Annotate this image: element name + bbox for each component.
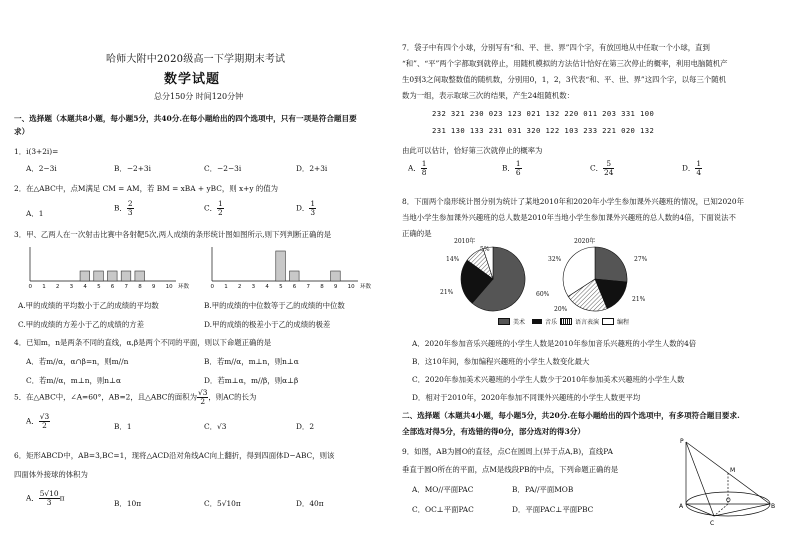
pie-2010-label-21: 21% bbox=[440, 289, 454, 296]
q5-option-c[interactable]: C．√3 bbox=[204, 422, 227, 431]
tick-label: 5 bbox=[279, 284, 283, 290]
bar bbox=[331, 271, 341, 281]
section1-heading-2: 求） bbox=[14, 127, 30, 136]
q7-random-row-1: 232 321 230 023 123 021 132 220 011 203 331 100 bbox=[432, 109, 655, 118]
tick-label: 10 bbox=[165, 284, 173, 290]
q4-option-a[interactable]: A．若m//α，α∩β=n，则m//n bbox=[26, 357, 129, 366]
pie-2010-title: 2010年 bbox=[454, 238, 476, 245]
q5-stem: 5．在△ABC中，∠A=60°，AB=2，且△ABC的面积为 $\frac{√3}{2}$ ，则AC的长为 bbox=[14, 388, 257, 407]
bar bbox=[276, 251, 286, 281]
q3-bar-chart-jia bbox=[24, 243, 194, 295]
q6-option-a[interactable]: A． $\frac{5√10}{3}$ π bbox=[26, 489, 65, 508]
tick-label: 5 bbox=[97, 284, 101, 290]
q2-option-d[interactable]: D． $\frac{1}{3}$ bbox=[296, 199, 316, 218]
label-a: A bbox=[679, 503, 684, 510]
q2-option-c[interactable]: C． $\frac{1}{2}$ bbox=[204, 199, 223, 218]
q7-random-row-2: 231 130 133 231 031 320 122 103 233 221 020 132 bbox=[432, 126, 655, 135]
bar bbox=[80, 271, 90, 281]
q8-option-b[interactable]: B．这10年间，参加编程兴趣班的小学生人数变化最大 bbox=[412, 357, 590, 366]
q7-option-a[interactable]: A． $\frac{1}{8}$ bbox=[408, 159, 427, 178]
q9-option-a[interactable]: A．MO//平面PAC bbox=[412, 485, 474, 494]
q4-stem: 4．已知m，n是两条不同的直线，α,β是两个不同的平面，则以下命题正确的是 bbox=[14, 338, 272, 347]
pie-chart-2020 bbox=[560, 244, 630, 314]
tick-label: 6 bbox=[110, 284, 115, 290]
pie-2010-label-60: 60% bbox=[536, 291, 550, 298]
q4-option-b[interactable]: B．若m//α，m⊥n，则n⊥α bbox=[204, 357, 299, 366]
pie-2020-slice-art bbox=[595, 247, 627, 282]
q9-option-d[interactable]: D．平面PAC⊥平面PBC bbox=[512, 505, 594, 514]
q7-line-3: 生0到3之间取整数值的随机数，分别用0，1，2，3代表“和、平、世、界”这四个字，以每三个随机 bbox=[402, 75, 727, 84]
pie-2010-label-5: 5% bbox=[480, 246, 490, 253]
tick-label: 0 bbox=[210, 284, 214, 290]
label-m: M bbox=[730, 467, 736, 474]
tick-label: 8 bbox=[138, 284, 142, 290]
bar bbox=[107, 271, 117, 281]
label-c: C bbox=[710, 520, 715, 527]
section1-heading: 一、选择题（本题共8小题，每小题5分，共40分.在每小题给出的四个选项中，只有一项是符合题目要 bbox=[14, 114, 357, 123]
tick-label: 1 bbox=[42, 284, 46, 290]
tick-label: 0 bbox=[28, 284, 32, 290]
pie-2020-title: 2020年 bbox=[574, 238, 596, 245]
pie-2010-label-14: 14% bbox=[446, 256, 460, 263]
tick-label: 8 bbox=[320, 284, 324, 290]
tick-label: 6 bbox=[292, 284, 297, 290]
tick-label: 2 bbox=[237, 284, 242, 290]
tick-label: 10 bbox=[347, 284, 355, 290]
q9-option-c[interactable]: C．OC⊥平面PAC bbox=[412, 505, 474, 514]
q8-line-3: 正确的是 bbox=[402, 229, 432, 238]
q7-option-c[interactable]: C． $\frac{5}{24}$ bbox=[590, 159, 614, 178]
q5-option-b[interactable]: B．1 bbox=[114, 422, 132, 431]
bar bbox=[135, 271, 145, 281]
tick-label: 7 bbox=[306, 284, 310, 290]
q2-stem: 2．在△ABC中，点M满足 CM = AM，若 BM = xBA + yBC，则 x+y 的值为 bbox=[14, 184, 279, 193]
legend-swatch-art bbox=[498, 318, 510, 325]
q6-option-c[interactable]: C．5√10π bbox=[204, 499, 241, 508]
tick-label: 7 bbox=[124, 284, 128, 290]
legend-swatch-music bbox=[532, 319, 542, 324]
q3-option-b[interactable]: B.甲的成绩的中位数等于乙的成绩的中位数 bbox=[204, 301, 345, 310]
segment-pc bbox=[686, 442, 714, 516]
q4-option-d[interactable]: D．若m⊥α，m//β，则α⊥β bbox=[204, 376, 299, 385]
x-axis-label: 环数 bbox=[178, 284, 190, 290]
q1-option-d[interactable]: D．2+3i bbox=[296, 164, 328, 173]
exam-meta: 总分150分 时间120分钟 bbox=[154, 92, 244, 101]
x-axis-label: 环数 bbox=[360, 284, 372, 290]
q7-line-2: “和”、“平”两个字都取到就停止，用随机模拟的方法估计恰好在第三次停止的概率，利用电脑随机产 bbox=[402, 59, 728, 68]
q5-option-d[interactable]: D．2 bbox=[296, 422, 315, 431]
q1-option-b[interactable]: B．−2+3i bbox=[114, 164, 151, 173]
tick-label: 2 bbox=[55, 284, 60, 290]
tick-label: 1 bbox=[224, 284, 228, 290]
q9-line-2: 垂直于圆O所在的平面，点M是线段PB的中点，下列命题正确的是 bbox=[402, 465, 619, 474]
q8-line-2: 当地小学生参加课外兴趣班的总人数是2010年当地小学生参加课外兴趣班的总人数的4倍，下面说法不 bbox=[402, 213, 736, 222]
q7-line-1: 7．袋子中有四个小球，分别写有“和、平、世、界”四个字，有放回地从中任取一个小球，直到 bbox=[402, 43, 710, 52]
q1-option-c[interactable]: C．−2−3i bbox=[204, 164, 242, 173]
exam-title: 哈师大附中2020级高一下学期期末考试 bbox=[106, 54, 286, 65]
q7-line-4: 数为一组，表示取球三次的结果，产生24组随机数： bbox=[402, 91, 575, 100]
segment-cb bbox=[714, 504, 770, 516]
pie-legend: 美术 音乐 语言表演 编程 bbox=[498, 317, 629, 326]
bar bbox=[94, 271, 104, 281]
q1-option-a[interactable]: A．2−3i bbox=[26, 164, 57, 173]
q5-option-a[interactable]: A． $\frac{√3}{2}$ bbox=[26, 412, 50, 431]
tick-label: 9 bbox=[333, 284, 338, 290]
pie-2020-label-21: 21% bbox=[632, 296, 646, 303]
q9-geometry-figure bbox=[678, 436, 778, 528]
label-p: P bbox=[680, 438, 684, 445]
section2-heading-2: 全部选对得5分，有选错的得0分，部分选对的得3分） bbox=[402, 427, 585, 436]
q6-option-d[interactable]: D．40π bbox=[296, 499, 324, 508]
pie-2020-label-27: 27% bbox=[634, 256, 648, 263]
label-o: O bbox=[726, 497, 731, 504]
q8-option-a[interactable]: A．2020年参加音乐兴趣班的小学生人数是2010年参加音乐兴趣班的小学生人数的4倍 bbox=[412, 339, 697, 348]
section2-heading: 二、选择题（本题共4小题，每小题5分，共20分.在每小题给出的四个选项中，有多项符合题目要求. bbox=[402, 411, 740, 420]
q7-option-b[interactable]: B． $\frac{1}{6}$ bbox=[502, 159, 521, 178]
q9-line-1: 9．如图，AB为圆O的直径，点C在圆周上(异于点A,B)，直线PA bbox=[402, 447, 613, 456]
q1-stem: 1．i(3+2i)= bbox=[14, 147, 59, 156]
tick-label: 4 bbox=[83, 284, 87, 290]
pie-2020-label-32: 32% bbox=[548, 256, 562, 263]
pie-2020-label-20: 20% bbox=[554, 306, 568, 313]
label-b: B bbox=[771, 503, 776, 510]
q2-option-a[interactable]: A．1 bbox=[26, 209, 44, 218]
q7-line-5: 由此可以估计，恰好第三次就停止的概率为 bbox=[402, 146, 543, 155]
q2-option-b[interactable]: B． $\frac{2}{3}$ bbox=[114, 199, 133, 218]
q8-option-c[interactable]: C．2020年参加美术兴趣班的小学生人数少于2010年参加美术兴趣班的小学生人数 bbox=[412, 375, 685, 384]
q6-stem-1: 6．矩形ABCD中，AB=3,BC=1，现将△ACD沿对角线AC向上翻折，得到四面体D−ABC，则该 bbox=[14, 451, 335, 460]
q8-option-d[interactable]: D．相对于2010年，2020年参加不同课外兴趣班的小学生人数更平均 bbox=[412, 393, 641, 402]
q3-option-c[interactable]: C.甲的成绩的方差小于乙的成绩的方差 bbox=[18, 320, 144, 329]
q3-bar-chart-yi bbox=[206, 243, 376, 295]
tick-label: 3 bbox=[69, 284, 74, 290]
tick-label: 9 bbox=[151, 284, 156, 290]
q8-line-1: 8．下面两个扇形统计图分别为统计了某地2010年和2020年小学生参加课外兴趣班的情况，已知2020年 bbox=[402, 197, 744, 206]
legend-swatch-coding bbox=[602, 318, 614, 325]
q6-option-b[interactable]: B．10π bbox=[114, 499, 142, 508]
q3-stem: 3．甲、乙两人在一次射击比赛中各射靶5次,两人成绩的条形统计图如图所示,则下列判断正确的是 bbox=[14, 230, 332, 239]
q9-option-b[interactable]: B．PA//平面MOB bbox=[512, 485, 574, 494]
q3-option-a[interactable]: A.甲的成绩的平均数小于乙的成绩的平均数 bbox=[18, 301, 159, 310]
q4-option-c[interactable]: C．若m//α，m⊥n，则n⊥α bbox=[26, 376, 122, 385]
legend-swatch-language bbox=[560, 318, 572, 325]
q7-option-d[interactable]: D． $\frac{1}{4}$ bbox=[682, 159, 702, 178]
tick-label: 3 bbox=[251, 284, 256, 290]
q3-option-d[interactable]: D.甲的成绩的极差小于乙的成绩的极差 bbox=[204, 320, 331, 329]
bar bbox=[121, 271, 131, 281]
tick-label: 4 bbox=[265, 284, 269, 290]
bar bbox=[289, 271, 299, 281]
subject-title: 数学试题 bbox=[164, 72, 221, 87]
q6-stem-2: 四面体外接球的体积为 bbox=[14, 470, 88, 479]
pie-chart-2010 bbox=[458, 244, 528, 314]
